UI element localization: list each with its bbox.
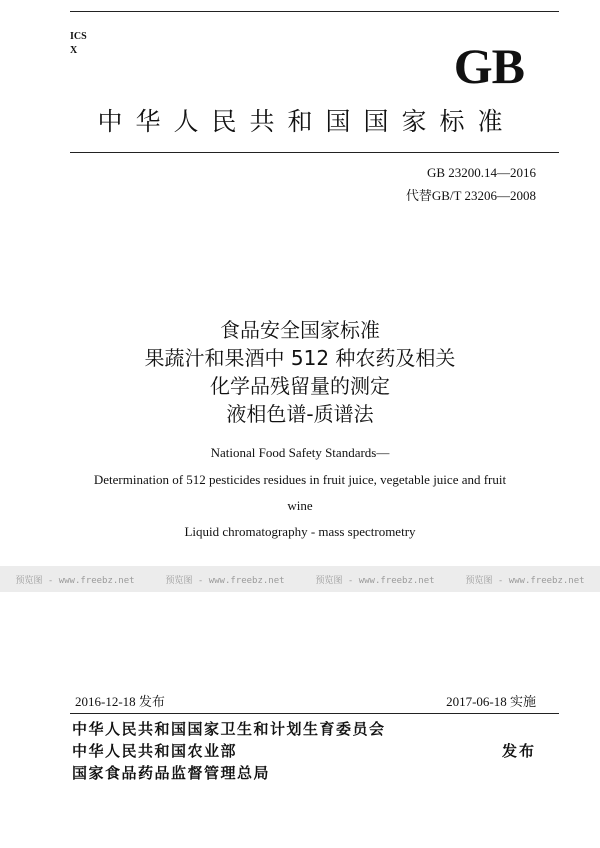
gb-logo: GB	[453, 38, 524, 94]
issuer-line-2: 中华人民共和国农业部	[72, 742, 238, 760]
ics-code: ICS	[70, 31, 87, 42]
national-standard-heading: 中华人民共和国国家标准	[97, 107, 516, 136]
title-cn-line-3: 化学品残留量的测定	[210, 374, 390, 398]
title-en-line-4: Liquid chromatography - mass spectrometry	[184, 524, 416, 539]
publish-label: 发布	[501, 742, 536, 760]
watermark-text: 预览图 - www.freebz.net	[165, 575, 285, 586]
issue-date: 2016-12-18 发布	[75, 694, 165, 709]
title-cn-line-1: 食品安全国家标准	[220, 318, 380, 342]
top-rule	[70, 11, 559, 12]
implementation-date: 2017-06-18 实施	[446, 694, 536, 709]
watermark-band	[0, 566, 600, 592]
replaces-standard: 代替GB/T 23206—2008	[405, 188, 536, 203]
title-en-line-2: Determination of 512 pesticides residues in fruit juice, vegetable juice and fruit	[93, 472, 507, 487]
classification-code: X	[70, 45, 78, 56]
title-cn-line-2: 果蔬汁和果酒中 512 种农药及相关	[144, 346, 456, 370]
issuer-line-1: 中华人民共和国国家卫生和计划生育委员会	[72, 720, 386, 738]
watermark-text: 预览图 - www.freebz.net	[315, 575, 435, 586]
watermark-text: 预览图 - www.freebz.net	[465, 575, 585, 586]
watermark-text: 预览图 - www.freebz.net	[15, 575, 135, 586]
footer-rule	[70, 713, 559, 714]
title-en-line-3: wine	[287, 498, 313, 513]
header-rule	[70, 152, 559, 153]
standard-number: GB 23200.14—2016	[426, 165, 536, 180]
title-en-line-1: National Food Safety Standards—	[210, 445, 390, 460]
title-cn-line-4: 液相色谱-质谱法	[226, 402, 374, 426]
issuer-line-3: 国家食品药品监督管理总局	[72, 764, 271, 782]
